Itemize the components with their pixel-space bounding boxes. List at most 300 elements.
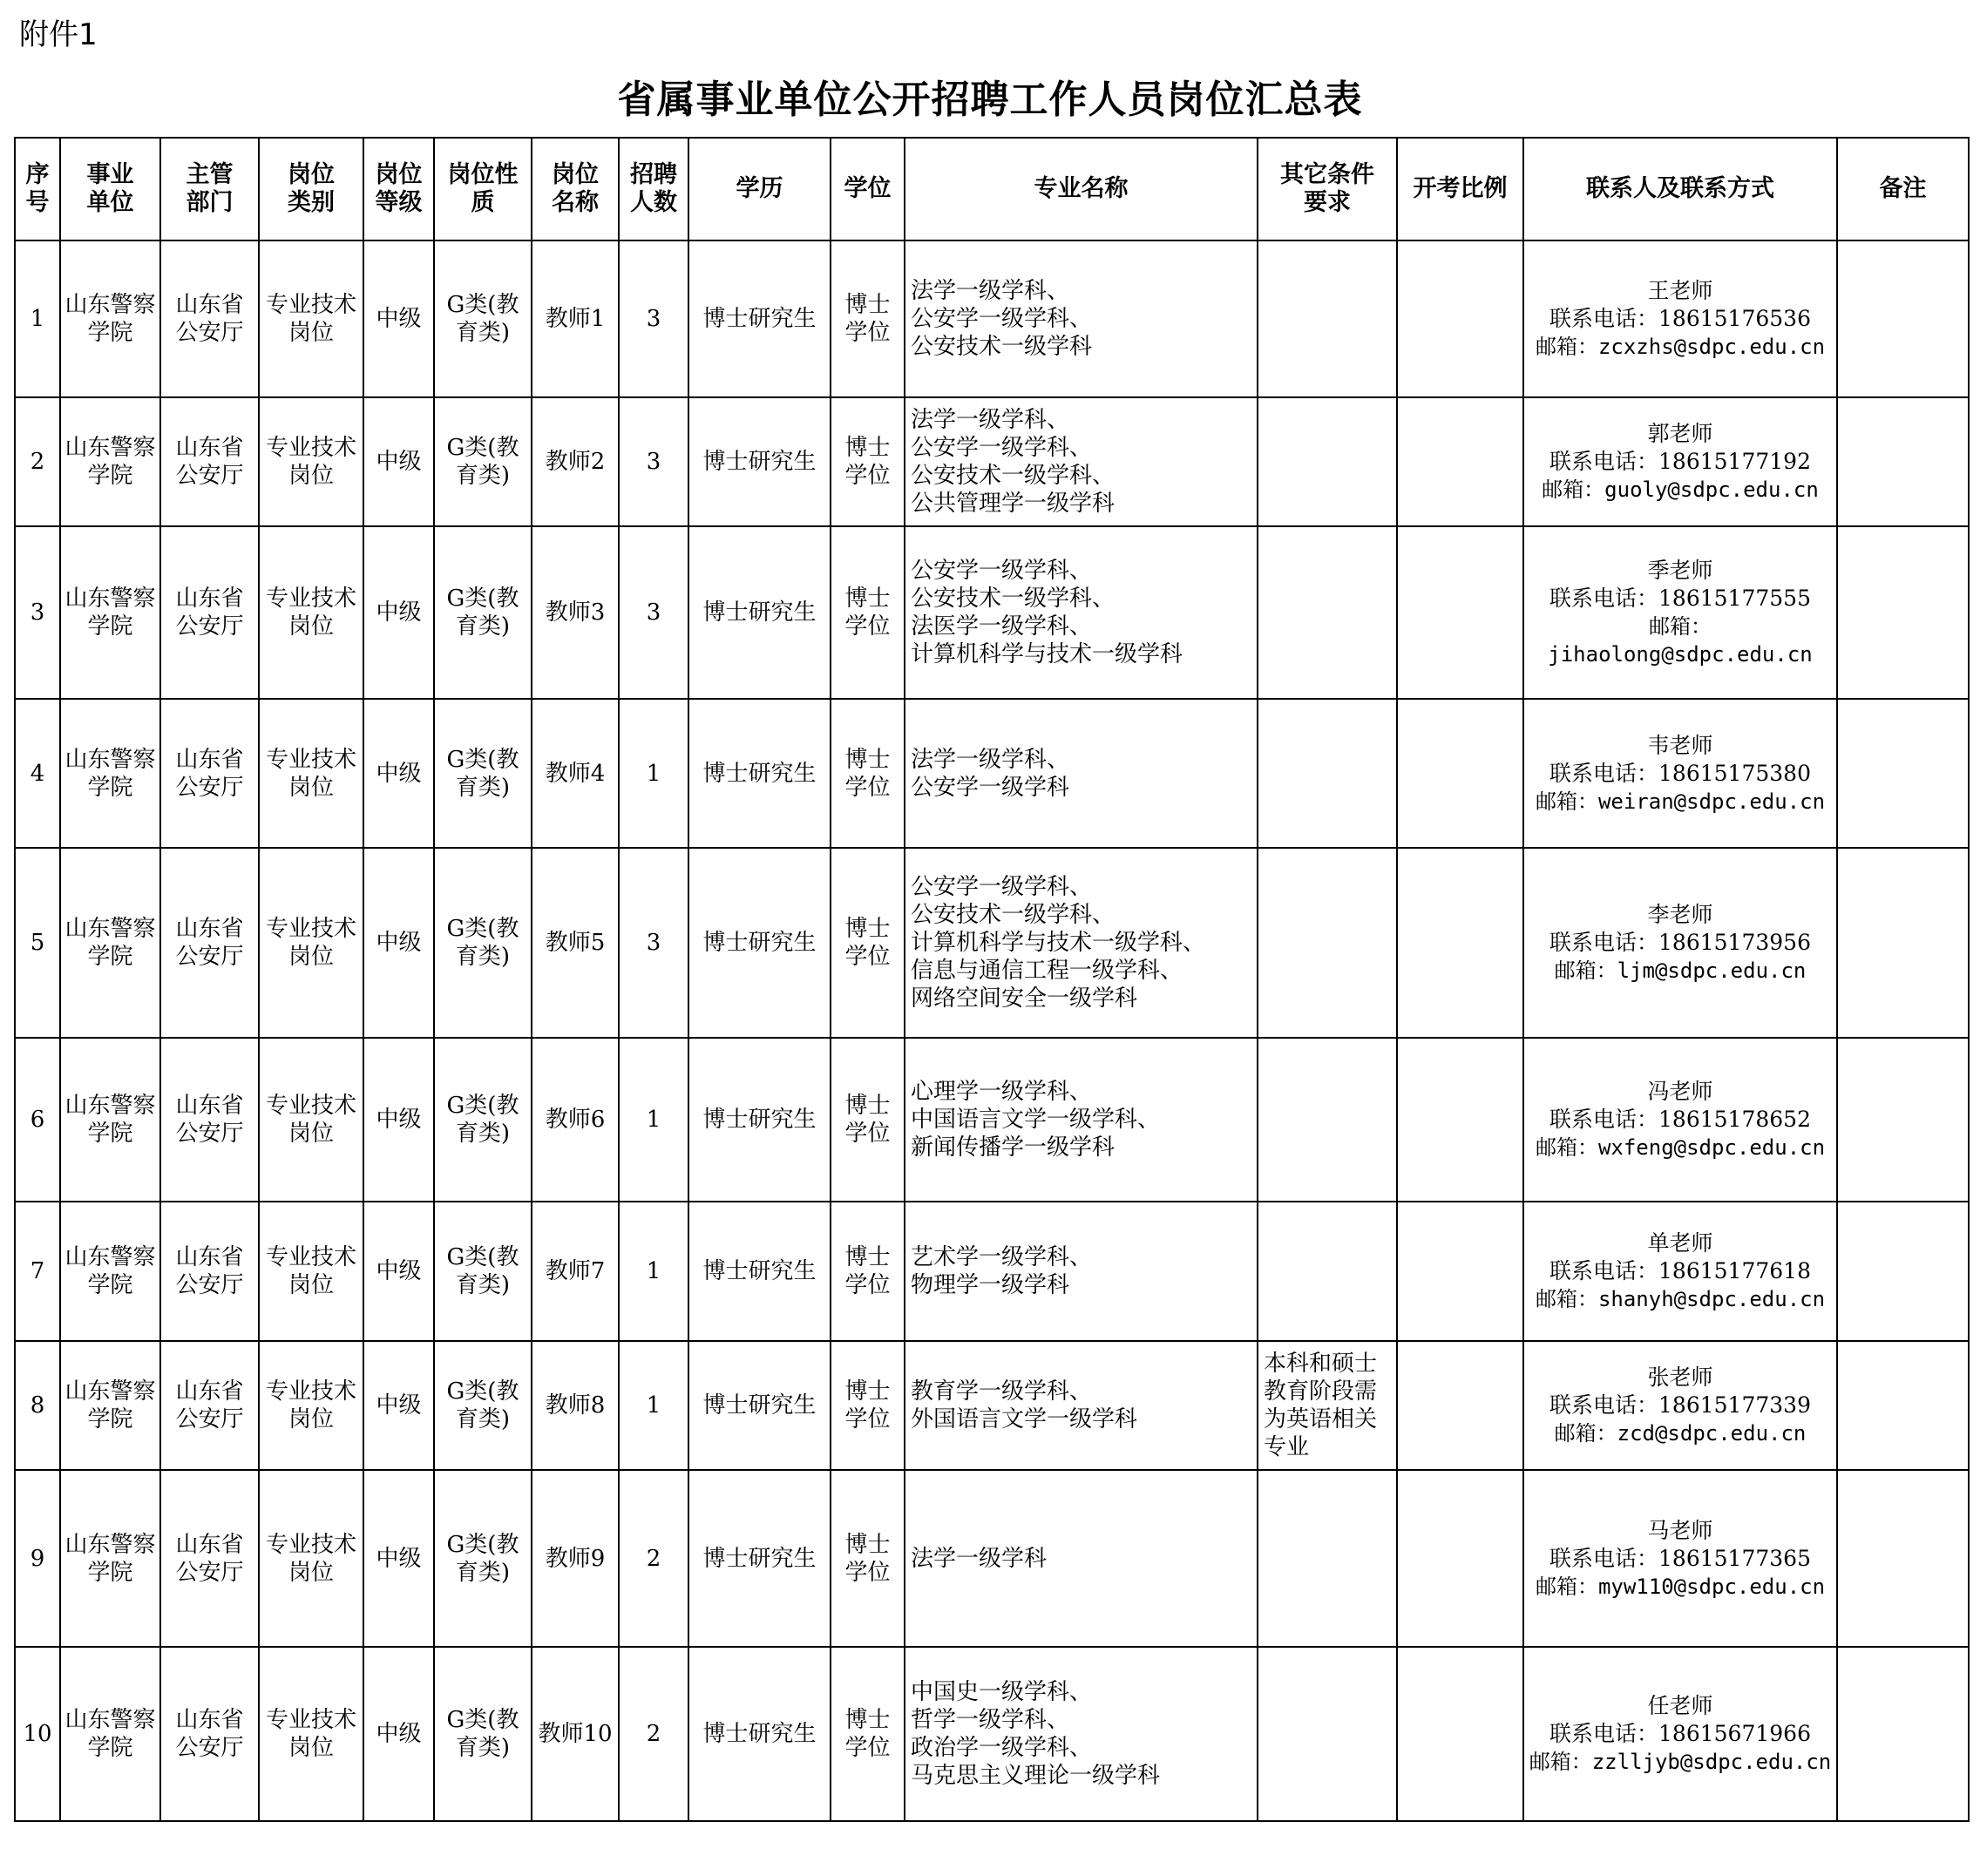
major-cell [905,397,1258,526]
unit-cell [60,397,160,526]
major-cell-line: 计算机科学与技术一级学科 [911,641,1183,667]
serial-cell: 9 [15,1470,60,1647]
post-name-cell: 教师2 [532,397,619,526]
unit-cell-line: 学院 [87,1272,133,1298]
post-category-cell-line: 岗位 [288,1735,334,1761]
degree-cell-line: 学位 [844,1735,891,1761]
header-text: 序 [25,161,50,188]
post-category-cell-line: 岗位 [288,613,334,640]
department-cell [160,1202,259,1341]
department-cell [160,1647,259,1821]
header-degree [831,138,905,240]
hiring-count-cell: 1 [619,1341,688,1470]
major-cell-line: 法学一级学科、 [911,407,1070,433]
contact-name: 王老师 [1647,278,1713,303]
table-row [15,1470,1969,1647]
contact-phone: 联系电话：18615177365 [1549,1545,1811,1571]
post-name-cell: 教师6 [532,1038,619,1202]
department-cell-line: 公安厅 [175,1735,244,1761]
contact-phone: 联系电话：18615175380 [1549,760,1811,786]
department-cell-line: 公安厅 [175,1272,244,1298]
contact-name: 韦老师 [1647,732,1713,758]
degree-cell-line: 博士 [844,292,891,318]
post-nature-cell [434,1202,532,1341]
post-category-cell [259,1341,363,1470]
degree-cell-line: 学位 [844,463,891,489]
major-cell [905,699,1258,848]
contact-email: 邮箱：guoly@sdpc.edu.cn [1542,477,1819,502]
contact-phone: 联系电话：18615173956 [1549,930,1811,955]
department-cell-line: 山东省 [175,916,244,942]
post-category-cell-line: 专业技术 [265,586,356,612]
contact-email: 邮箱：myw110@sdpc.edu.cn [1535,1574,1826,1599]
contact-name: 张老师 [1647,1365,1713,1390]
post-nature-cell-line: 育类) [455,1735,511,1761]
major-cell-line: 政治学一级学科、 [911,1735,1093,1761]
header-text: 岗位 [552,161,599,188]
post-category-cell [259,848,363,1038]
degree-cell-line: 博士 [844,1244,891,1270]
post-nature-cell-line: G类(教 [446,746,519,773]
major-cell-line: 公安技术一级学科 [911,334,1093,360]
header-text: 名称 [552,189,599,216]
contact-phone: 联系电话：18615177555 [1549,586,1811,611]
contact-email: 邮箱：zcxzhs@sdpc.edu.cn [1535,335,1826,359]
post-category-cell-line: 岗位 [288,1121,334,1147]
header-post-category [259,138,363,240]
header-exam-ratio [1397,138,1523,240]
remarks-cell [1837,848,1969,1038]
contact-cell [1523,240,1837,397]
header-text: 备注 [1879,175,1927,202]
hiring-count-cell: 1 [619,1038,688,1202]
degree-cell [831,1038,905,1202]
table-row [15,397,1969,526]
post-nature-cell-line: G类(教 [446,1707,519,1733]
unit-cell-line: 山东警察 [64,292,156,318]
major-cell-line: 物理学一级学科 [911,1272,1070,1298]
department-cell [160,848,259,1038]
exam-ratio-cell [1397,1341,1523,1470]
contact-name: 马老师 [1647,1517,1713,1543]
post-name-cell: 教师5 [532,848,619,1038]
exam-ratio-cell [1397,848,1523,1038]
unit-cell [60,848,160,1038]
post-category-cell [259,240,363,397]
post-name-cell: 教师10 [532,1647,619,1821]
education-cell: 博士研究生 [688,1038,831,1202]
header-text: 质 [471,189,495,216]
post-nature-cell-line: G类(教 [446,1244,519,1270]
post-category-cell-line: 专业技术 [265,1531,356,1558]
major-cell-line: 艺术学一级学科、 [911,1244,1093,1270]
remarks-cell [1837,1470,1969,1647]
post-category-cell-line: 岗位 [288,320,334,346]
unit-cell-line: 学院 [87,1559,133,1586]
degree-cell [831,397,905,526]
major-cell-line: 公安技术一级学科、 [911,902,1115,928]
post-level-cell: 中级 [363,1202,434,1341]
header-text: 单位 [86,189,134,216]
major-cell [905,1647,1258,1821]
post-nature-cell-line: G类(教 [446,435,519,461]
major-cell-line: 心理学一级学科、 [911,1079,1093,1105]
header-text: 部门 [186,189,234,216]
contact-email: 邮箱：wxfeng@sdpc.edu.cn [1535,1135,1826,1160]
degree-cell [831,1202,905,1341]
post-nature-cell [434,526,532,699]
post-nature-cell [434,699,532,848]
major-cell-line: 教育学一级学科、 [911,1378,1093,1405]
degree-cell-line: 学位 [844,320,891,346]
header-contact [1523,138,1837,240]
unit-cell-line: 山东警察 [64,1707,156,1733]
post-level-cell: 中级 [363,240,434,397]
post-category-cell-line: 岗位 [288,944,334,970]
degree-cell [831,848,905,1038]
department-cell-line: 山东省 [175,1707,244,1733]
exam-ratio-cell [1397,1647,1523,1821]
unit-cell [60,1202,160,1341]
major-cell-line: 公安技术一级学科、 [911,463,1115,489]
major-cell-line: 新闻传播学一级学科 [911,1134,1115,1161]
post-category-cell [259,1038,363,1202]
serial-cell: 10 [15,1647,60,1821]
post-name-cell: 教师1 [532,240,619,397]
education-cell: 博士研究生 [688,699,831,848]
unit-cell [60,1038,160,1202]
department-cell-line: 山东省 [175,292,244,318]
other-requirements-cell [1258,1470,1397,1647]
degree-cell-line: 学位 [844,1559,891,1586]
post-nature-cell [434,848,532,1038]
major-cell-line: 马克思主义理论一级学科 [911,1763,1161,1789]
post-nature-cell-line: 育类) [455,1272,511,1298]
contact-phone: 联系电话：18615177339 [1549,1392,1811,1418]
unit-cell-line: 学院 [87,463,133,489]
post-nature-cell-line: G类(教 [446,586,519,612]
remarks-cell [1837,699,1969,848]
remarks-cell [1837,240,1969,397]
remarks-cell [1837,1341,1969,1470]
post-nature-cell [434,1038,532,1202]
degree-cell-line: 博士 [844,586,891,612]
unit-cell-line: 学院 [87,1735,133,1761]
post-name-cell: 教师4 [532,699,619,848]
remarks-cell [1837,397,1969,526]
post-category-cell-line: 岗位 [288,1272,334,1298]
post-category-cell-line: 专业技术 [265,435,356,461]
major-cell-line: 公安学一级学科 [911,774,1070,801]
post-name-cell: 教师8 [532,1341,619,1470]
header-text: 其它条件 [1280,161,1374,188]
post-category-cell-line: 专业技术 [265,1093,356,1119]
unit-cell [60,526,160,699]
other-requirements-cell [1258,1038,1397,1202]
hiring-count-cell: 2 [619,1470,688,1647]
unit-cell-line: 学院 [87,320,133,346]
department-cell-line: 山东省 [175,1093,244,1119]
remarks-cell [1837,526,1969,699]
contact-phone: 联系电话：18615176536 [1549,306,1811,331]
post-nature-cell-line: 育类) [455,944,511,970]
post-category-cell-line: 专业技术 [265,916,356,942]
contact-cell [1523,1202,1837,1341]
post-nature-cell-line: 育类) [455,463,511,489]
department-cell-line: 山东省 [175,586,244,612]
other-requirements-cell [1258,1647,1397,1821]
unit-cell-line: 学院 [87,1121,133,1147]
page-title: 省属事业单位公开招聘工作人员岗位汇总表 [617,78,1363,122]
degree-cell-line: 博士 [844,1378,891,1405]
post-nature-cell [434,1341,532,1470]
header-text: 专业名称 [1034,175,1129,202]
contact-email: 邮箱：ljm@sdpc.edu.cn [1554,958,1807,983]
header-remarks [1837,138,1969,240]
post-nature-cell [434,397,532,526]
contact-cell [1523,1341,1837,1470]
post-level-cell: 中级 [363,699,434,848]
hiring-count-cell: 3 [619,848,688,1038]
major-cell-line: 网络空间安全一级学科 [911,985,1138,1012]
table-header-row [15,138,1969,240]
other-requirements-cell [1258,848,1397,1038]
unit-cell-line: 学院 [87,774,133,801]
major-cell-line: 信息与通信工程一级学科、 [911,958,1183,984]
exam-ratio-cell [1397,397,1523,526]
education-cell: 博士研究生 [688,1470,831,1647]
degree-cell [831,526,905,699]
contact-email: 邮箱：weiran@sdpc.edu.cn [1535,789,1826,814]
remarks-cell [1837,1647,1969,1821]
department-cell-line: 公安厅 [175,1121,244,1147]
unit-cell [60,699,160,848]
hiring-count-cell: 1 [619,699,688,848]
header-other-requirements [1258,138,1397,240]
post-category-cell-line: 专业技术 [265,1244,356,1270]
major-cell [905,848,1258,1038]
unit-cell-line: 山东警察 [64,1244,156,1270]
contact-email: 邮箱： [1649,614,1712,639]
unit-cell [60,1647,160,1821]
table-row [15,1647,1969,1821]
serial-cell: 8 [15,1341,60,1470]
header-post-name [532,138,619,240]
header-text: 类别 [288,189,335,216]
table-row [15,699,1969,848]
education-cell: 博士研究生 [688,397,831,526]
post-category-cell-line: 专业技术 [265,746,356,773]
hiring-count-cell: 3 [619,526,688,699]
contact-cell [1523,1470,1837,1647]
post-category-cell [259,1647,363,1821]
post-category-cell [259,526,363,699]
post-level-cell: 中级 [363,1341,434,1470]
contact-phone: 联系电话：18615177618 [1549,1258,1811,1283]
major-cell-line: 公共管理学一级学科 [911,491,1115,517]
degree-cell-line: 学位 [844,944,891,970]
major-cell-line: 公安学一级学科、 [911,435,1093,461]
post-category-cell-line: 专业技术 [265,292,356,318]
department-cell-line: 公安厅 [175,320,244,346]
other-requirements-cell-line: 为英语相关 [1264,1406,1378,1432]
department-cell [160,240,259,397]
degree-cell-line: 学位 [844,774,891,801]
post-level-cell: 中级 [363,526,434,699]
remarks-cell [1837,1038,1969,1202]
department-cell-line: 公安厅 [175,774,244,801]
serial-cell: 7 [15,1202,60,1341]
header-text: 岗位 [375,161,423,188]
major-cell-line: 公安学一级学科、 [911,558,1093,584]
degree-cell-line: 博士 [844,1531,891,1558]
table-body [15,240,1969,1821]
department-cell-line: 山东省 [175,1378,244,1405]
post-nature-cell-line: 育类) [455,320,511,346]
post-name-cell: 教师9 [532,1470,619,1647]
serial-cell: 3 [15,526,60,699]
serial-cell: 4 [15,699,60,848]
unit-cell-line: 山东警察 [64,746,156,773]
serial-cell: 6 [15,1038,60,1202]
post-level-cell: 中级 [363,848,434,1038]
degree-cell-line: 学位 [844,1121,891,1147]
post-nature-cell-line: G类(教 [446,292,519,318]
contact-email: 邮箱：zzlljyb@sdpc.edu.cn [1529,1750,1832,1774]
department-cell [160,1341,259,1470]
major-cell-line: 哲学一级学科、 [911,1707,1070,1733]
header-text: 岗位 [288,161,335,188]
other-requirements-cell-line: 本科和硕士 [1264,1351,1378,1377]
degree-cell-line: 博士 [844,916,891,942]
table-row [15,526,1969,699]
degree-cell-line: 学位 [844,1272,891,1298]
exam-ratio-cell [1397,1038,1523,1202]
major-cell-line: 法学一级学科、 [911,746,1070,773]
major-cell-line: 公安学一级学科、 [911,306,1093,332]
degree-cell-line: 博士 [844,1707,891,1733]
other-requirements-cell [1258,240,1397,397]
post-category-cell-line: 岗位 [288,1559,334,1586]
major-cell-line: 法学一级学科、 [911,278,1070,304]
other-requirements-cell [1258,699,1397,848]
hiring-count-cell: 3 [619,397,688,526]
post-category-cell [259,1470,363,1647]
header-text: 人数 [630,189,677,216]
major-cell [905,526,1258,699]
unit-cell [60,240,160,397]
contact-name: 李老师 [1647,902,1713,927]
header-text: 号 [25,189,50,216]
unit-cell-line: 学院 [87,613,133,640]
other-requirements-cell [1258,1341,1397,1470]
other-requirements-cell-line: 专业 [1264,1434,1310,1460]
exam-ratio-cell [1397,699,1523,848]
degree-cell [831,1647,905,1821]
unit-cell-line: 山东警察 [64,1093,156,1119]
contact-email: jihaolong@sdpc.edu.cn [1548,642,1813,667]
header-text: 事业 [86,161,134,188]
remarks-cell [1837,1202,1969,1341]
major-cell-line: 公安技术一级学科、 [911,586,1115,612]
unit-cell-line: 山东警察 [64,916,156,942]
header-post-level [363,138,434,240]
table-row [15,848,1969,1038]
header-unit [60,138,160,240]
education-cell: 博士研究生 [688,1647,831,1821]
degree-cell [831,1341,905,1470]
education-cell: 博士研究生 [688,1341,831,1470]
header-education [688,138,831,240]
header-text: 开考比例 [1413,175,1508,202]
department-cell-line: 公安厅 [175,944,244,970]
post-nature-cell-line: 育类) [455,1559,511,1586]
department-cell-line: 公安厅 [175,463,244,489]
unit-cell-line: 山东警察 [64,586,156,612]
exam-ratio-cell [1397,526,1523,699]
serial-cell: 2 [15,397,60,526]
post-level-cell: 中级 [363,1470,434,1647]
contact-name: 单老师 [1647,1230,1713,1256]
other-requirements-cell-line: 教育阶段需 [1264,1378,1378,1405]
header-department [160,138,259,240]
major-cell-line: 法学一级学科 [911,1545,1048,1572]
department-cell-line: 山东省 [175,1244,244,1270]
contact-cell [1523,1038,1837,1202]
post-nature-cell [434,1647,532,1821]
post-nature-cell [434,1470,532,1647]
department-cell [160,526,259,699]
contact-email: 邮箱：shanyh@sdpc.edu.cn [1535,1287,1826,1311]
unit-cell-line: 学院 [87,944,133,970]
department-cell-line: 公安厅 [175,1406,244,1432]
attachment-label: 附件1 [19,17,98,52]
post-nature-cell-line: G类(教 [446,916,519,942]
contact-cell [1523,526,1837,699]
header-post-nature [434,138,532,240]
major-cell [905,1038,1258,1202]
contact-name: 冯老师 [1647,1079,1713,1104]
major-cell-line: 中国史一级学科、 [911,1679,1093,1705]
header-text: 等级 [375,189,423,216]
department-cell [160,699,259,848]
contact-email: 邮箱：zcd@sdpc.edu.cn [1554,1421,1807,1446]
degree-cell-line: 博士 [844,435,891,461]
major-cell [905,1470,1258,1647]
post-level-cell: 中级 [363,397,434,526]
contact-phone: 联系电话：18615177192 [1549,449,1811,474]
hiring-count-cell: 2 [619,1647,688,1821]
table-row [15,1038,1969,1202]
unit-cell-line: 学院 [87,1406,133,1432]
post-nature-cell-line: 育类) [455,1121,511,1147]
header-text: 岗位性 [447,161,519,188]
other-requirements-cell [1258,526,1397,699]
table-row [15,240,1969,397]
exam-ratio-cell [1397,1470,1523,1647]
hiring-count-cell: 3 [619,240,688,397]
post-category-cell [259,397,363,526]
post-nature-cell-line: 育类) [455,774,511,801]
header-text: 要求 [1304,189,1351,216]
unit-cell-line: 山东警察 [64,1378,156,1405]
department-cell-line: 山东省 [175,435,244,461]
unit-cell [60,1470,160,1647]
degree-cell-line: 博士 [844,1093,891,1119]
degree-cell [831,240,905,397]
contact-cell [1523,848,1837,1038]
department-cell [160,1038,259,1202]
